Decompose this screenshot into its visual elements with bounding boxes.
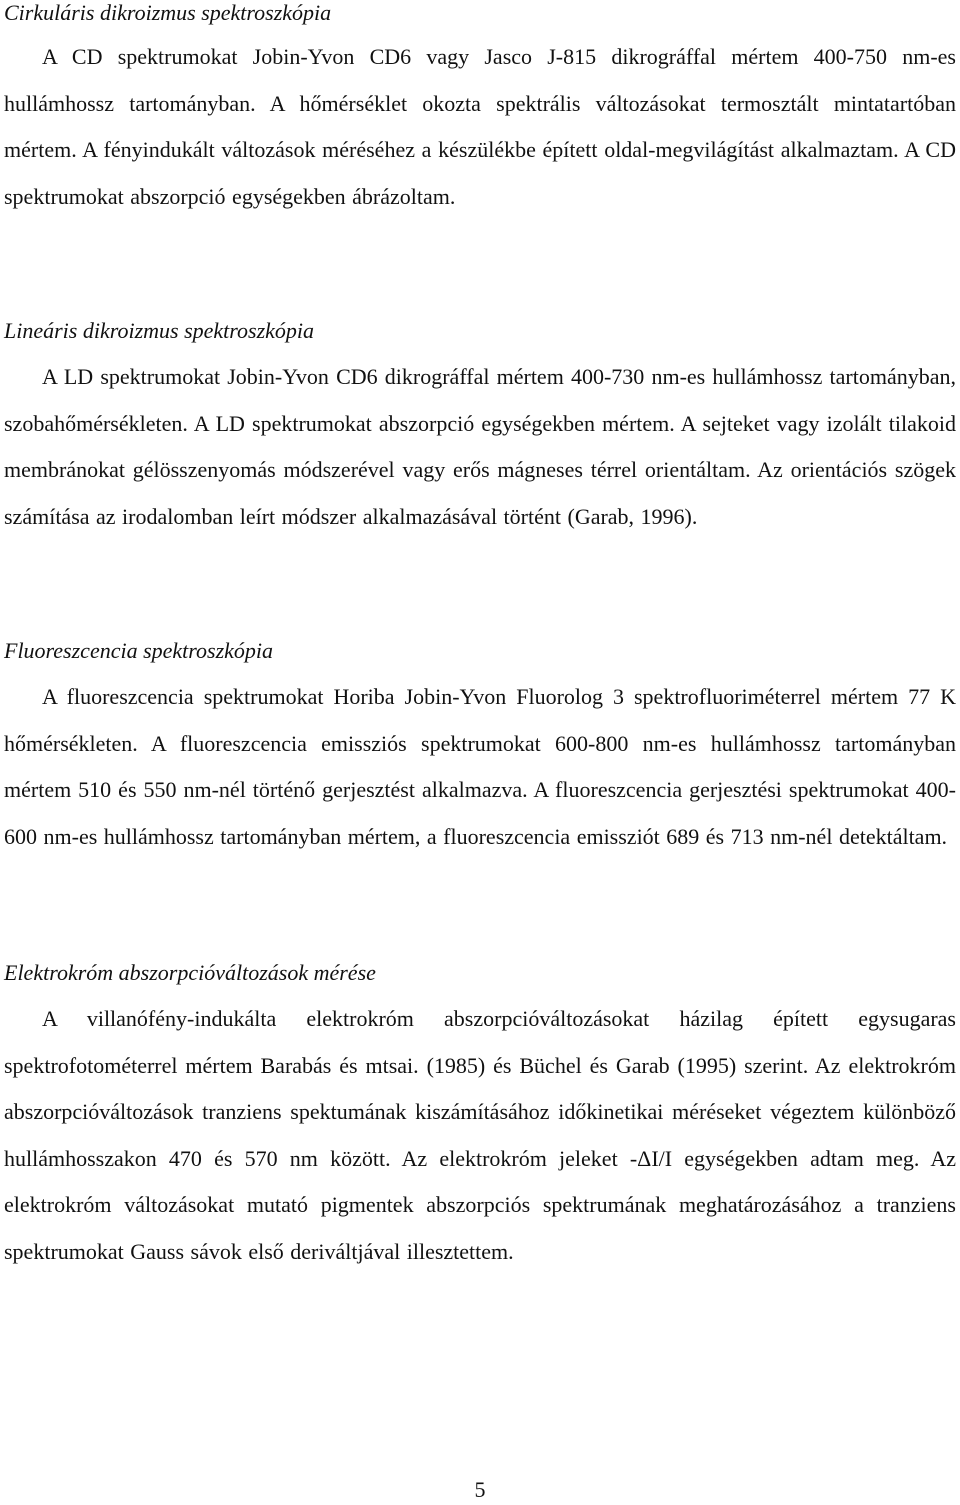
section-paragraph: A CD spektrumokat Jobin-Yvon CD6 vagy Jasco J-815 dikrográffal mértem 400-750 nm-es hullámhossz tartományban. A hőmérséklet okozta spektrális változásokat termosztált mintatartóban mértem. A fényindukált változások méréséhez a készülékbe épített oldal-megvilágítást alkalmaztam. A CD spektrumokat abszorpció egységekben ábrázoltam. bbox=[4, 44, 956, 209]
section-heading: Lineáris dikroizmus spektroszkópia bbox=[4, 318, 315, 343]
section-paragraph: A villanófény-indukálta elektrokróm abszorpcióváltozásokat házilag épített egysugaras spektrofotométerrel mértem Barabás és mtsai. (1985) és Büchel és Garab (1995) szerint. Az elektrokróm abszorpcióváltozások tranziens spektumának kiszámításához időkinetikai méréseket végeztem különböző hullámhosszakon 470 és 570 nm között. Az elektrokróm jeleket -ΔI/I egységekben adtam meg. Az elektrokróm változásokat mutató pigmentek abszorpciós spektrumának meghatározásához a tranziens spektrumokat Gauss sávok első deriváltjával illesztettem. bbox=[4, 1006, 956, 1264]
section-electrochromic bbox=[4, 960, 956, 1275]
section-heading: Cirkuláris dikroizmus spektroszkópia bbox=[4, 0, 332, 25]
section-paragraph: A fluoreszcencia spektrumokat Horiba Jobin-Yvon Fluorolog 3 spektrofluoriméterrel mértem 77 K hőmérsékleten. A fluoreszcencia emissziós spektrumokat 600-800 nm-es hullámhossz tartományban mértem 510 és 550 nm-nél történő gerjesztést alkalmazva. A fluoreszcencia gerjesztési spektrumokat 400-600 nm-es hullámhossz tartományban mértem, a fluoreszcencia emissziót 689 és 713 nm-nél detektáltam. bbox=[4, 684, 956, 849]
page-number: 5 bbox=[474, 1477, 486, 1502]
section-fluorescence bbox=[4, 638, 956, 860]
section-heading: Fluoreszcencia spektroszkópia bbox=[4, 638, 274, 663]
section-linear-dichroism bbox=[4, 318, 956, 540]
section-circular-dichroism bbox=[4, 0, 956, 220]
section-heading: Elektrokróm abszorpcióváltozások mérése bbox=[4, 960, 376, 985]
section-paragraph: A LD spektrumokat Jobin-Yvon CD6 dikrográffal mértem 400-730 nm-es hullámhossz tartományban, szobahőmérsékleten. A LD spektrumokat abszorpció egységekben mértem. A sejteket vagy izolált tilakoid membránokat gélösszenyomás módszerével vagy erős mágneses térrel orientáltam. Az orientációs szögek számítása az irodalomban leírt módszer alkalmazásával történt (Garab, 1996). bbox=[4, 364, 956, 529]
